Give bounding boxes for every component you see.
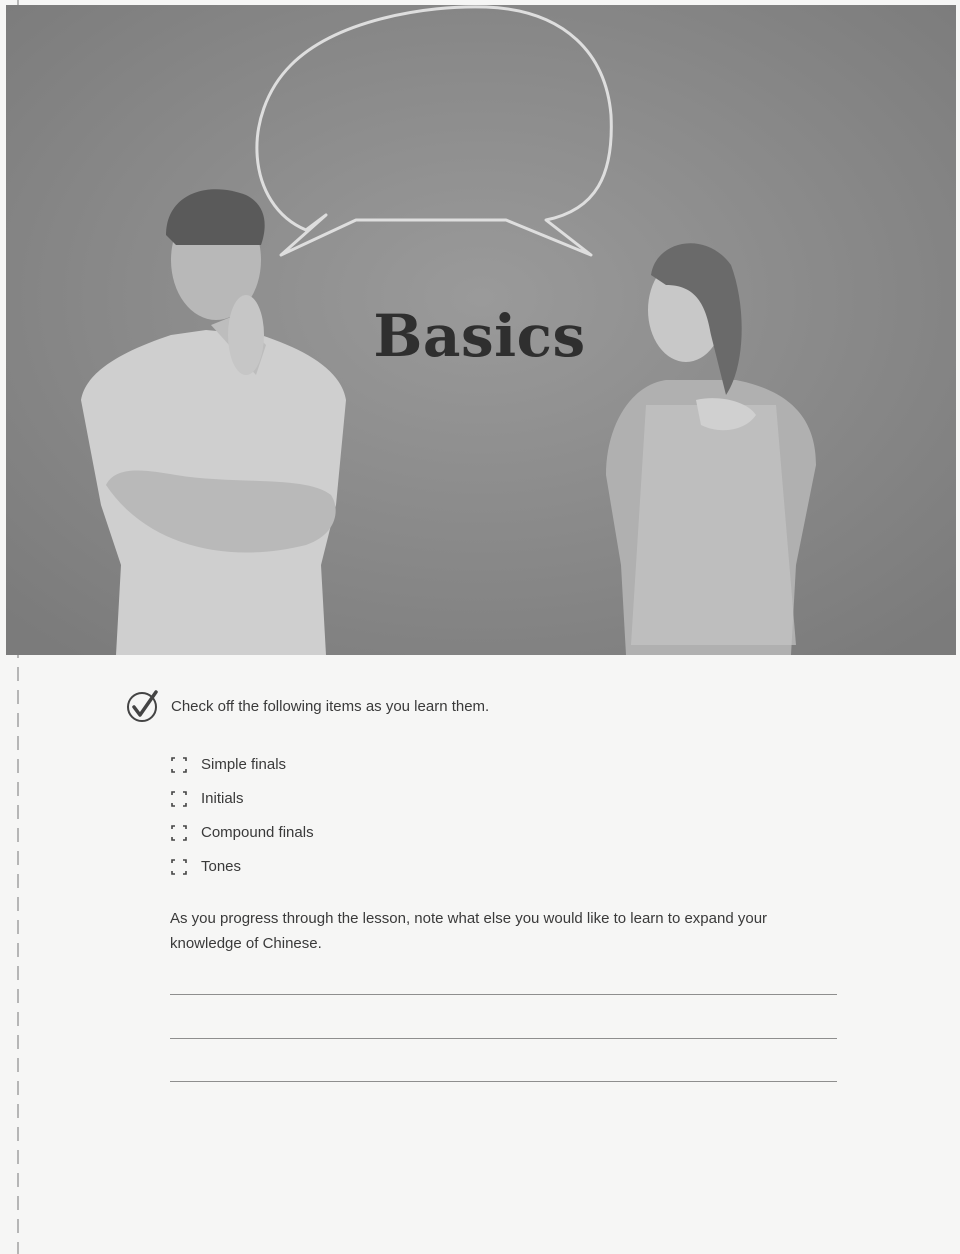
- checklist-instruction-row: [125, 688, 489, 724]
- checklist-item[interactable]: [170, 823, 314, 857]
- page-title: Basics: [373, 302, 586, 370]
- checkbox-icon[interactable]: [170, 756, 188, 774]
- checklist-item-label: Compound finals: [201, 824, 314, 841]
- checklist-item-label: Tones: [201, 858, 242, 875]
- hero-photo: [6, 5, 956, 655]
- checklist-instruction: Check off the following items as you learn them.: [171, 697, 490, 715]
- checklist-item[interactable]: [170, 857, 314, 891]
- checklist-item-label: Simple finals: [201, 756, 287, 773]
- notes-prompt: As you progress through the lesson, note what else you would like to learn to expand your knowledge of Chinese.: [170, 910, 768, 952]
- checkbox-icon[interactable]: [170, 858, 188, 876]
- writing-line[interactable]: [170, 1081, 837, 1082]
- checkbox-icon[interactable]: [170, 824, 188, 842]
- writing-line[interactable]: [170, 994, 837, 995]
- checklist: [170, 755, 314, 891]
- writing-line[interactable]: [170, 1038, 837, 1039]
- checklist-item[interactable]: [170, 789, 314, 823]
- checkbox-icon[interactable]: [170, 790, 188, 808]
- checklist-item-label: Initials: [201, 790, 244, 807]
- checklist-item[interactable]: [170, 755, 314, 789]
- checkmark-circle-icon: [125, 688, 161, 724]
